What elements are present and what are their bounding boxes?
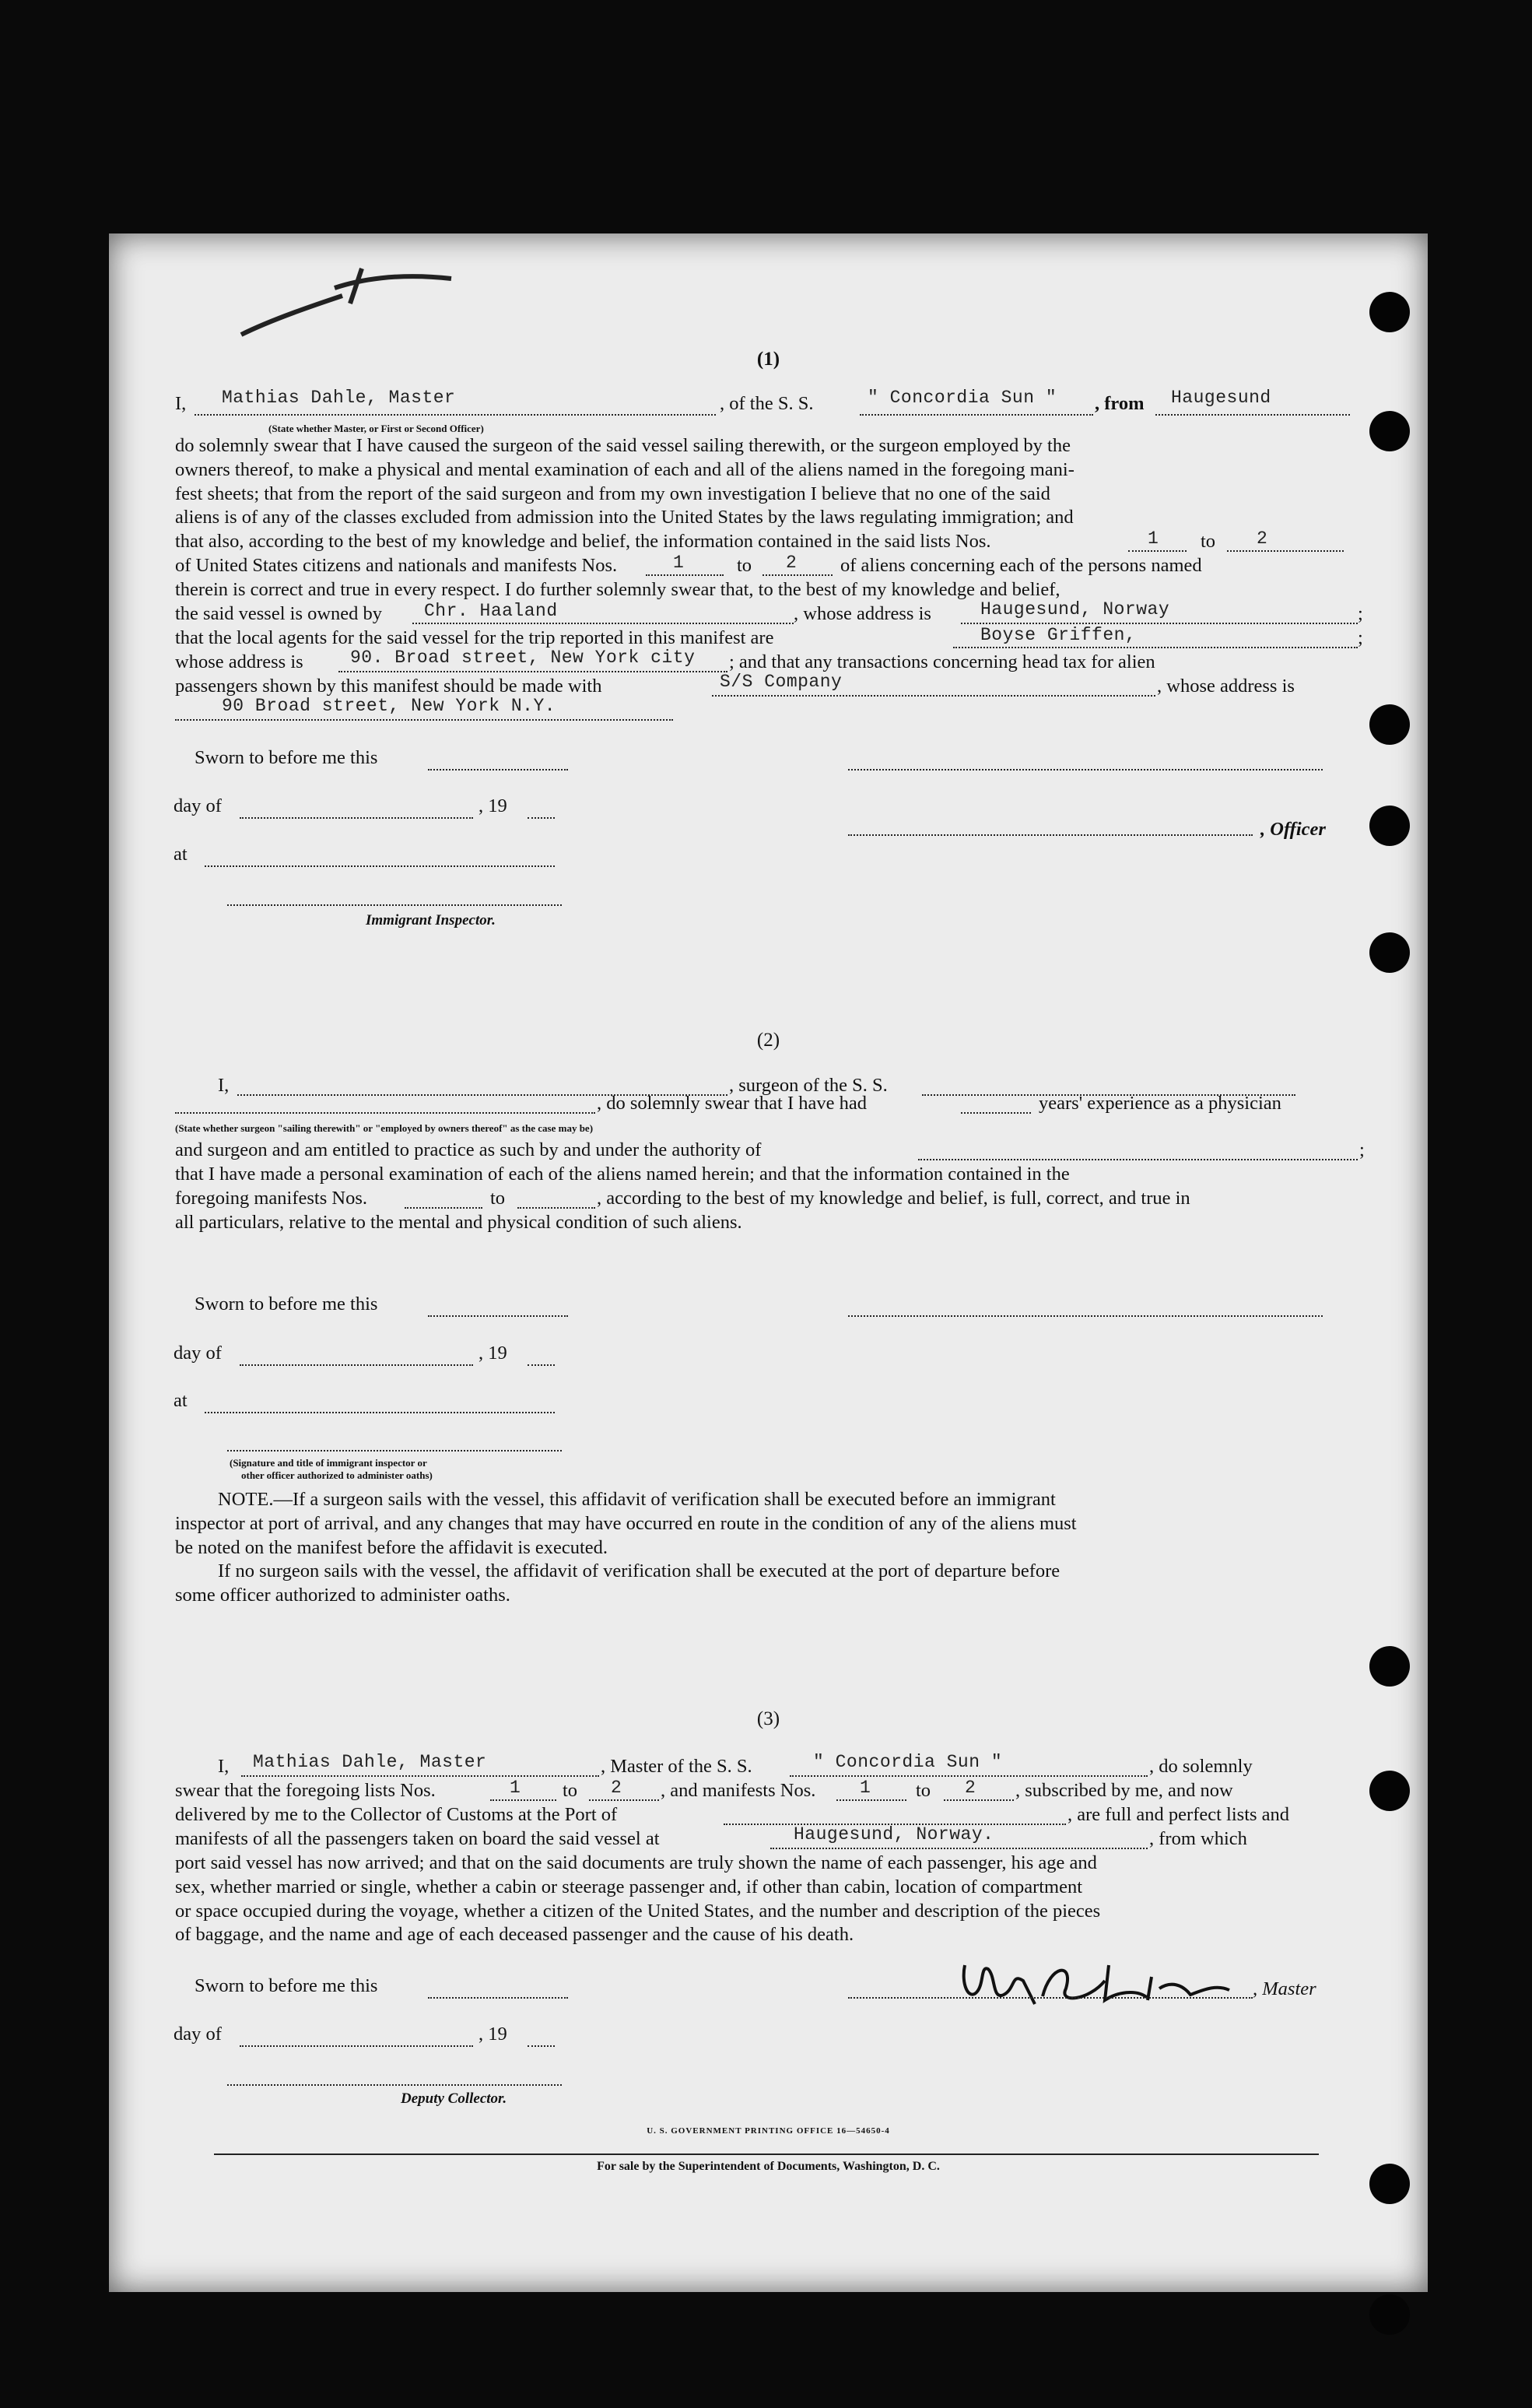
form-page — [109, 233, 1428, 2292]
inspector-line — [227, 904, 562, 906]
s3-man-to: 2 — [965, 1778, 976, 1798]
binder-hole — [1369, 932, 1410, 973]
section-1-oath: I, Mathias Dahle, Master , of the S. S. " Concordia Sun " , from Haugesund (State whether Master, or First or Second Officer) — [175, 386, 1365, 422]
s3-port-field: Haugesund, Norway. — [794, 1824, 994, 1845]
section-2-oath: I, , surgeon of the S. S. , do solemnly swear that I have had years' experience as a physician (State whether surgeon "sailing therewith" or "employed by owners thereof" as the case may be) — [175, 1074, 1365, 1131]
headtax-address-field: 90 Broad street, New York N.Y. — [222, 695, 556, 716]
agents-address-field: 90. Broad street, New York city — [350, 647, 696, 668]
sale-line: For sale by the Superintendent of Documents, Washington, D. C. — [597, 2160, 940, 2173]
officer-label: , Officer — [1260, 819, 1326, 840]
owner-field: Chr. Haaland — [424, 600, 558, 621]
sig-note-1: (Signature and title of immigrant inspector or — [230, 1457, 427, 1469]
agents-field: Boyse Griffen, — [980, 624, 1137, 645]
at-2: at — [174, 1390, 188, 1412]
at-1: at — [174, 844, 188, 865]
s3-man-from: 1 — [860, 1778, 871, 1798]
sig-note-2: other officer authorized to administer oaths) — [241, 1469, 433, 1481]
master-sig-line — [848, 1997, 1253, 1999]
gpo-line: U. S. GOVERNMENT PRINTING OFFICE 16—54650-4 — [647, 2126, 890, 2136]
headtax-field: S/S Company — [720, 671, 843, 692]
section-2-number: (2) — [756, 1030, 780, 1051]
from-port-field: Haugesund — [1171, 388, 1271, 408]
sworn-3: Sworn to before me this — [195, 1975, 377, 1997]
binder-hole — [1369, 1646, 1410, 1687]
section-1-number: (1) — [756, 349, 780, 370]
sworn-1: Sworn to before me this — [195, 747, 377, 769]
binder-hole — [1369, 1771, 1410, 1811]
lists-to-field: 2 — [1257, 528, 1268, 549]
owner-address-field: Haugesund, Norway — [980, 598, 1170, 620]
section-3-body: I, Mathias Dahle, Master , Master of the S. S. " Concordia Sun " , do solemnly swear that the foregoing lists Nos. 1 to 2 , and manifests Nos. 1 to 2 , subscribed by me, and now delivered by me to the Collector of Customs at the Port of , are full and perfect lists and manifests of all the passengers taken on board the said vessel at Haugesund, Norway. , from which port said vessel has now arrived; and that on the said documents are truly shown the name of each passenger, his age and sex, whether married or single, whether a cabin or steerage passenger and, if other than cabin, location of compartment or space occupied during the voyage, whether a citizen of the United States, and the number and description of the pieces of baggage, and the name and age of each deceased passenger and the cause of his death. — [175, 1752, 1290, 1946]
section-3-number: (3) — [756, 1708, 780, 1729]
pen-mark — [226, 257, 459, 342]
binder-hole — [1369, 411, 1410, 451]
footer-rule — [214, 2154, 1319, 2155]
sig-note-line — [227, 1450, 562, 1451]
s3-lists-from: 1 — [510, 1778, 521, 1798]
sworn-2-line — [848, 1315, 1323, 1317]
binder-hole — [1369, 292, 1410, 332]
master-name-field: Mathias Dahle, Master — [222, 388, 456, 408]
s3-vessel-field: " Concordia Sun " — [813, 1752, 1003, 1772]
dayof-1: day of , 19 — [174, 795, 222, 817]
collector-line — [227, 2084, 562, 2086]
s3-lists-to: 2 — [611, 1778, 622, 1798]
inspector-label: Immigrant Inspector. — [366, 912, 496, 928]
binder-hole — [1369, 704, 1410, 745]
binder-hole — [1369, 2294, 1410, 2335]
manifests-to-field: 2 — [786, 553, 798, 574]
binder-hole — [1369, 2164, 1410, 2204]
dayof-2: day of , 19 — [174, 1343, 222, 1364]
master-label: , Master — [1253, 1978, 1316, 1999]
dayof-3: day of , 19 — [174, 2024, 222, 2045]
officer-line — [848, 834, 1253, 836]
sworn-2: Sworn to before me this — [195, 1294, 377, 1315]
master-signature — [949, 1950, 1245, 2012]
sworn-1-line — [848, 769, 1323, 770]
lists-from-field: 1 — [1148, 528, 1159, 549]
section-2-body: and surgeon and am entitled to practice as such by and under the authority of ; that I have made a personal examination of each of the aliens named herein; and that the information contained in the foregoing manifests Nos. to , according to the best of my knowledge and belief, is full, correct, and true in all particulars, relative to the mental and physical condition of such aliens. — [175, 1139, 1365, 1233]
s3-master-field: Mathias Dahle, Master — [253, 1752, 487, 1772]
collector-label: Deputy Collector. — [401, 2090, 507, 2107]
binder-hole — [1369, 806, 1410, 846]
vessel-field: " Concordia Sun " — [868, 388, 1057, 408]
section-1-body: do solemnly swear that I have caused the surgeon of the said vessel sailing therewith, or the surgeon employed by the owners thereof, to make a physical and mental examination of each and all of the aliens named in the foregoing mani- fest sheets; that from the report of the said surgeon and from my own investigation I believe that no one of the said aliens is of any of the classes excluded from admission into the United States by the laws regulating immigration; and that also, according to the best of my knowledge and belief, the information contained in the said lists Nos. 1 to 2 of United States citizens and nationals and manifests Nos. 1 to 2 of aliens concerning each of the persons named therein is correct and true in every respect. I do further solemnly swear that, to the best of my knowledge and belief, the said vessel is owned by Chr. Haaland , whose address is Haugesund, Norway ; that the local agents for the said vessel for the trip reported in this manifest are Boyse Griffen, ; whose address is 90. Broad street, New York city ; and that any transactions concerning head tax for alien passengers shown by this manifest should be made with S/S Company , whose address is 90 Broad street, New York N.Y. — [175, 434, 1365, 723]
section-2-note: NOTE.—If a surgeon sails with the vessel, this affidavit of verification shall be executed before an immigrant inspector at port of arrival, and any changes that may have occurred en route in the condition of any of the aliens must be noted on the manifest before the affidavit is executed. If no surgeon sails with the vessel, the affidavit of verification shall be executed at the port of departure before some officer authorized to administer oaths. — [175, 1489, 1077, 1606]
manifests-from-field: 1 — [673, 553, 685, 574]
